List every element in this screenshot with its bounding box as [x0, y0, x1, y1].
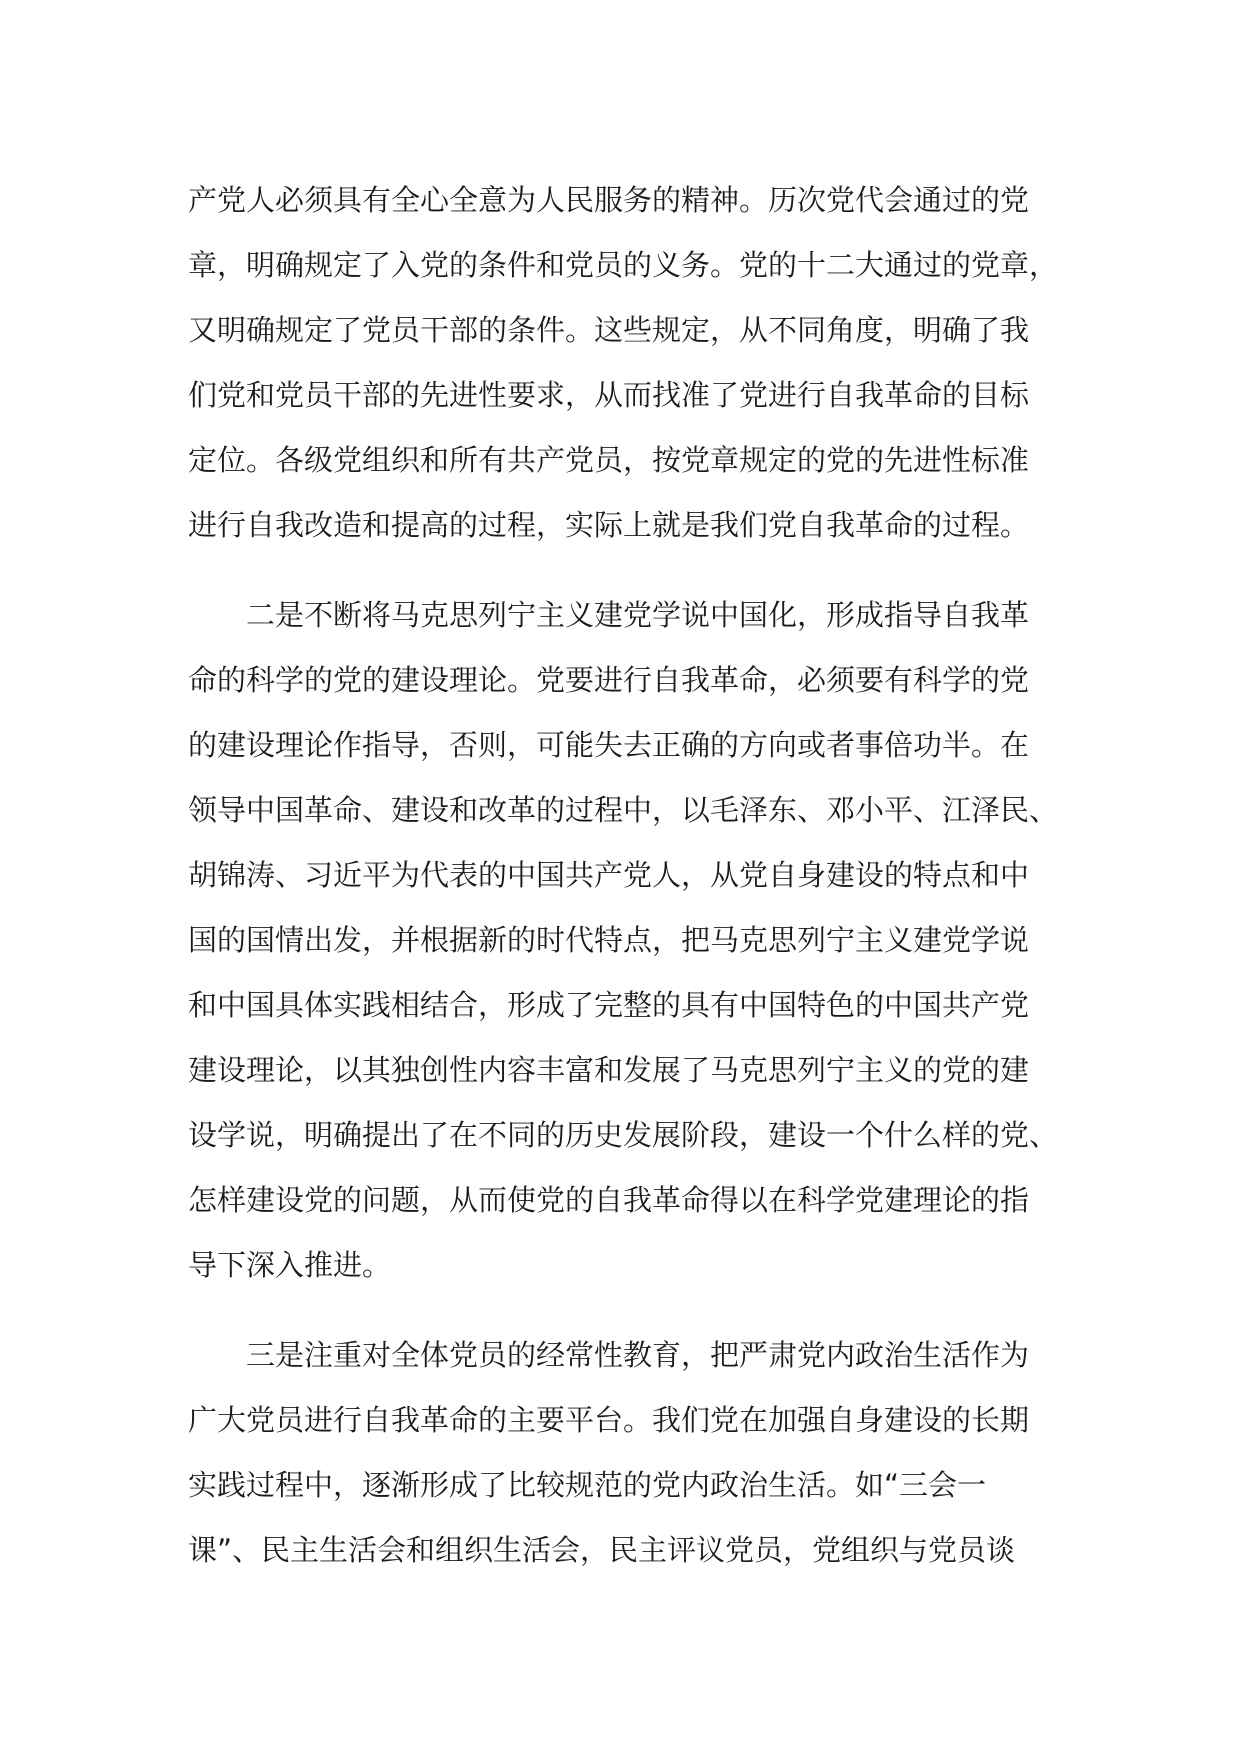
- paragraph-line: 领导中国革命、建设和改革的过程中，以毛泽东、邓小平、江泽民、: [188, 793, 1059, 827]
- document-body: [188, 168, 1068, 1583]
- paragraph-spacer: [188, 1298, 1068, 1323]
- paragraph-line: 定位。各级党组织和所有共产党员，按党章规定的党的先进性标准: [188, 443, 1030, 477]
- paragraph-first-line: 二是不断将马克思列宁主义建党学说中国化，形成指导自我革: [246, 598, 1030, 632]
- paragraph-line: 设学说，明确提出了在不同的历史发展阶段，建设一个什么样的党、: [188, 1118, 1059, 1152]
- paragraph-line: 课”、民主生活会和组织生活会，民主评议党员，党组织与党员谈: [188, 1533, 1016, 1567]
- paragraph-line: 产党人必须具有全心全意为人民服务的精神。历次党代会通过的党: [188, 183, 1030, 217]
- paragraph-line: 建设理论，以其独创性内容丰富和发展了马克思列宁主义的党的建: [188, 1053, 1030, 1087]
- paragraph-line: 导下深入推进。: [188, 1248, 392, 1282]
- paragraph-line: 实践过程中，逐渐形成了比较规范的党内政治生活。如“三会一: [188, 1468, 987, 1502]
- paragraph-spacer: [188, 558, 1068, 583]
- paragraph-line: 又明确规定了党员干部的条件。这些规定，从不同角度，明确了我: [188, 313, 1030, 347]
- paragraph-line: 的建设理论作指导，否则，可能失去正确的方向或者事倍功半。在: [188, 728, 1030, 762]
- paragraph-line: 怎样建设党的问题，从而使党的自我革命得以在科学党建理论的指: [188, 1183, 1030, 1217]
- paragraph-line: 们党和党员干部的先进性要求，从而找准了党进行自我革命的目标: [188, 378, 1030, 412]
- paragraph-line: 章，明确规定了入党的条件和党员的义务。党的十二大通过的党章，: [188, 248, 1059, 282]
- paragraph-first-line: 三是注重对全体党员的经常性教育，把严肃党内政治生活作为: [246, 1338, 1030, 1372]
- paragraph-line: 胡锦涛、习近平为代表的中国共产党人，从党自身建设的特点和中: [188, 858, 1030, 892]
- paragraph-line: 国的国情出发，并根据新的时代特点，把马克思列宁主义建党学说: [188, 923, 1030, 957]
- paragraph-line: 进行自我改造和提高的过程，实际上就是我们党自我革命的过程。: [188, 508, 1030, 542]
- paragraph-line: 命的科学的党的建设理论。党要进行自我革命，必须要有科学的党: [188, 663, 1030, 697]
- paragraph-line: 和中国具体实践相结合，形成了完整的具有中国特色的中国共产党: [188, 988, 1030, 1022]
- paragraph-line: 广大党员进行自我革命的主要平台。我们党在加强自身建设的长期: [188, 1403, 1030, 1437]
